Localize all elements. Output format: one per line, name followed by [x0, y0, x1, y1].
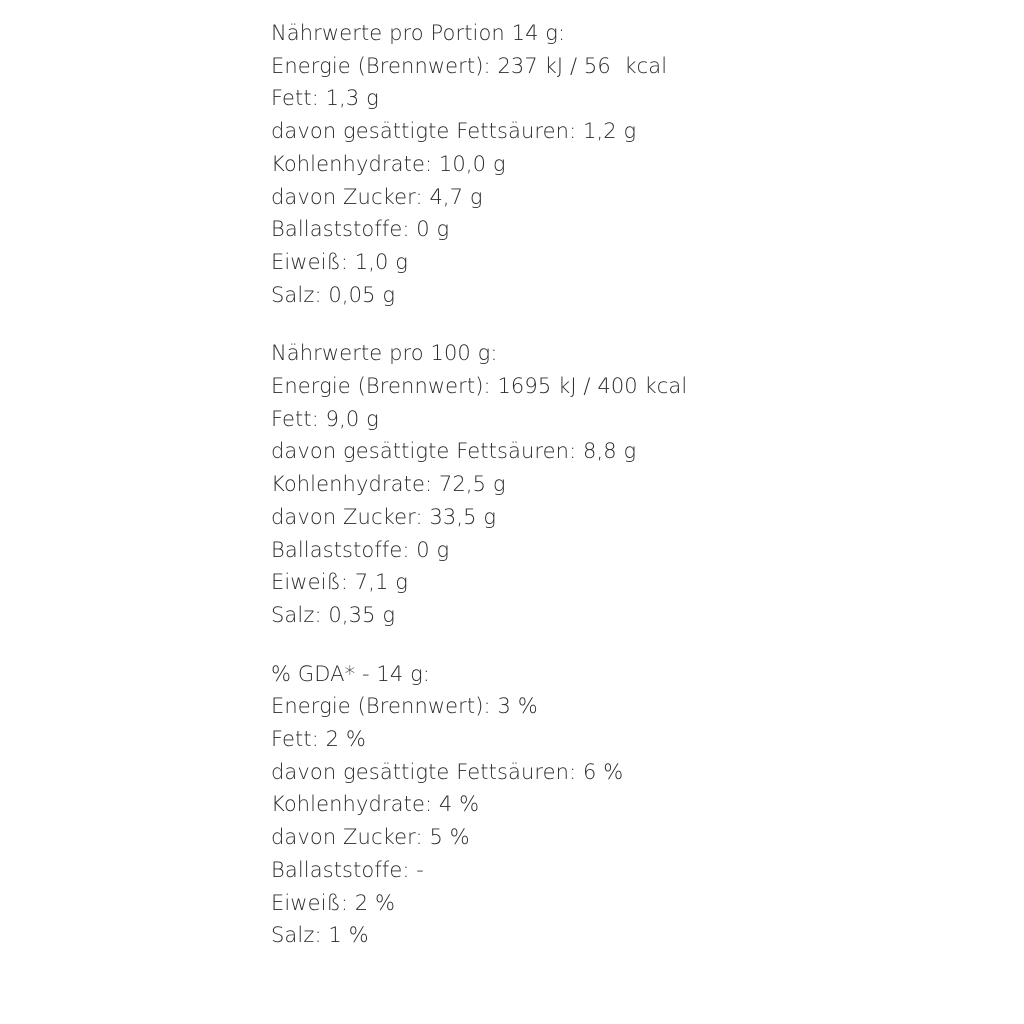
nutrition-line-salt: Salz: 1 %: [271, 923, 369, 948]
nutrition-line-carbohydrates: Kohlenhydrate: 72,5 g: [271, 472, 506, 497]
nutrition-line-sugar: davon Zucker: 33,5 g: [271, 504, 497, 529]
nutrition-line-fiber: Ballaststoffe: 0 g: [271, 537, 450, 562]
nutrition-line-salt: Salz: 0,05 g: [271, 282, 396, 307]
section-heading: Nährwerte pro 100 g:: [271, 341, 498, 366]
nutrition-line-fat: Fett: 1,3 g: [271, 86, 379, 111]
nutrition-line-fiber: Ballaststoffe: -: [271, 857, 424, 882]
nutrition-line-energy: Energie (Brennwert): 3 %: [271, 694, 538, 719]
section-per-portion: [271, 17, 991, 311]
nutrition-line-fiber: Ballaststoffe: 0 g: [271, 217, 450, 242]
nutrition-line-salt: Salz: 0,35 g: [271, 602, 396, 627]
nutrition-facts-document: [271, 17, 991, 952]
nutrition-line-protein: Eiweiß: 7,1 g: [271, 570, 408, 595]
section-per-100g: [271, 337, 991, 631]
nutrition-line-saturated-fat: davon gesättigte Fettsäuren: 6 %: [271, 759, 624, 784]
section-gda: [271, 658, 991, 952]
section-heading: Nährwerte pro Portion 14 g:: [271, 21, 566, 45]
nutrition-line-protein: Eiweiß: 2 %: [271, 890, 396, 915]
section-heading: % GDA* - 14 g:: [271, 661, 430, 686]
nutrition-line-saturated-fat: davon gesättigte Fettsäuren: 8,8 g: [271, 439, 637, 464]
nutrition-line-energy: Energie (Brennwert): 1695 kJ / 400 kcal: [271, 374, 688, 399]
nutrition-line-carbohydrates: Kohlenhydrate: 10,0 g: [271, 151, 506, 176]
nutrition-line-fat: Fett: 9,0 g: [271, 406, 379, 431]
nutrition-line-energy: Energie (Brennwert): 237 kJ / 56 kcal: [271, 53, 668, 78]
nutrition-line-saturated-fat: davon gesättigte Fettsäuren: 1,2 g: [271, 119, 637, 144]
nutrition-line-sugar: davon Zucker: 5 %: [271, 825, 470, 850]
nutrition-line-protein: Eiweiß: 1,0 g: [271, 249, 408, 274]
nutrition-line-carbohydrates: Kohlenhydrate: 4 %: [271, 792, 480, 817]
nutrition-line-sugar: davon Zucker: 4,7 g: [271, 184, 483, 209]
nutrition-line-fat: Fett: 2 %: [271, 727, 366, 752]
